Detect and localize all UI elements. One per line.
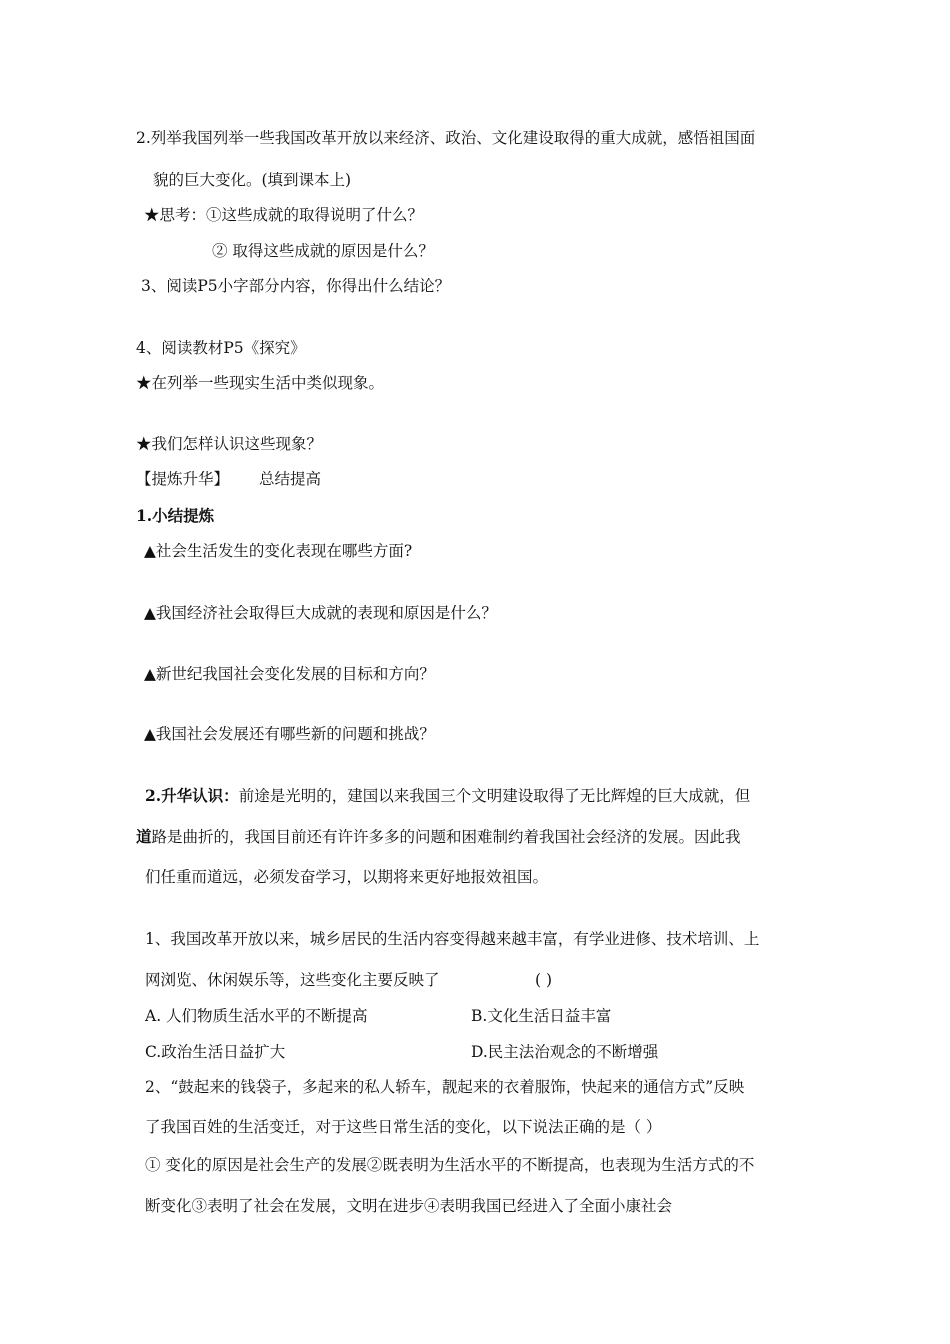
exercise-2-line-4: 断变化③表明了社会在发展，文明在进步④表明我国已经进入了全面小康社会: [145, 1197, 673, 1215]
summary-subheading-2-text-1: 前途是光明的，建国以来我国三个文明建设取得了无比辉煌的巨大成就，但: [238, 787, 751, 805]
question-4-star-2: ★我们怎样认识这些现象？: [136, 435, 323, 453]
exercise-2-line-1: 2、“鼓起来的钱袋子，多起来的私人轿车，靓起来的衣着服饰，快起来的通信方式”反映: [145, 1078, 745, 1096]
summary-subheading-1: 1.小结提炼: [136, 506, 215, 525]
summary-point-4: ▲我国社会发展还有哪些新的问题和挑战？: [144, 725, 435, 743]
question-4: 4、阅读教材P5《探究》: [136, 339, 306, 357]
exercise-1-line-2: 网浏览、休闲娱乐等，这些变化主要反映了: [145, 971, 440, 989]
exercise-1-option-d: D.民主法治观念的不断增强: [471, 1043, 659, 1061]
question-3: 3、阅读P5小字部分内容，你得出什么结论？: [141, 277, 451, 295]
summary-subheading-2-text-2: 路是曲折的，我国目前还有许许多多的问题和困难制约着我国社会经济的发展。因此我: [151, 828, 741, 846]
summary-subheading-2-label: 2.升华认识：: [145, 786, 239, 805]
question-2-line-2: 貌的巨大变化。(填到课本上): [153, 171, 352, 189]
summary-point-3: ▲新世纪我国社会变化发展的目标和方向？: [144, 665, 435, 683]
summary-heading-bracket: 【提炼升华】: [136, 470, 230, 488]
exercise-1-option-b: B.文化生活日益丰富: [471, 1007, 612, 1025]
summary-heading-text: 总结提高: [259, 470, 322, 488]
summary-subheading-2-bold-char: 道: [136, 827, 152, 846]
question-4-star-1: ★在列举一些现实生活中类似现象。: [136, 374, 385, 392]
think-question-2: ② 取得这些成就的原因是什么？: [212, 242, 434, 260]
exercise-2-line-3: ① 变化的原因是社会生产的发展②既表明为生活水平的不断提高，也表现为生活方式的不: [145, 1156, 755, 1174]
exercise-1-option-c: C.政治生活日益扩大: [145, 1043, 286, 1061]
summary-point-2: ▲我国经济社会取得巨大成就的表现和原因是什么？: [144, 604, 497, 622]
summary-subheading-2-line-1: [145, 786, 750, 806]
exercise-1-line-1: 1、我国改革开放以来，城乡居民的生活内容变得越来越丰富，有学业进修、技术培训、上: [145, 930, 760, 948]
summary-heading: [136, 469, 321, 489]
exercise-1-option-a: A. 人们物质生活水平的不断提高: [145, 1007, 368, 1025]
exercise-1-answer-paren: ( ): [535, 971, 553, 989]
summary-subheading-2-line-3: 们任重而道远，必须发奋学习，以期将来更好地报效祖国。: [145, 868, 549, 886]
summary-point-1: ▲社会生活发生的变化表现在哪些方面?: [144, 542, 413, 560]
summary-subheading-2-line-2: [136, 827, 741, 847]
think-question-1: ★思考：①这些成就的取得说明了什么？: [144, 206, 424, 224]
exercise-2-line-2: 了我国百姓的生活变迁，对于这些日常生活的变化，以下说法正确的是（ ）: [145, 1118, 662, 1136]
question-2-line-1: 2.列举我国列举一些我国改革开放以来经济、政治、文化建设取得的重大成就，感悟祖国面: [136, 129, 756, 147]
